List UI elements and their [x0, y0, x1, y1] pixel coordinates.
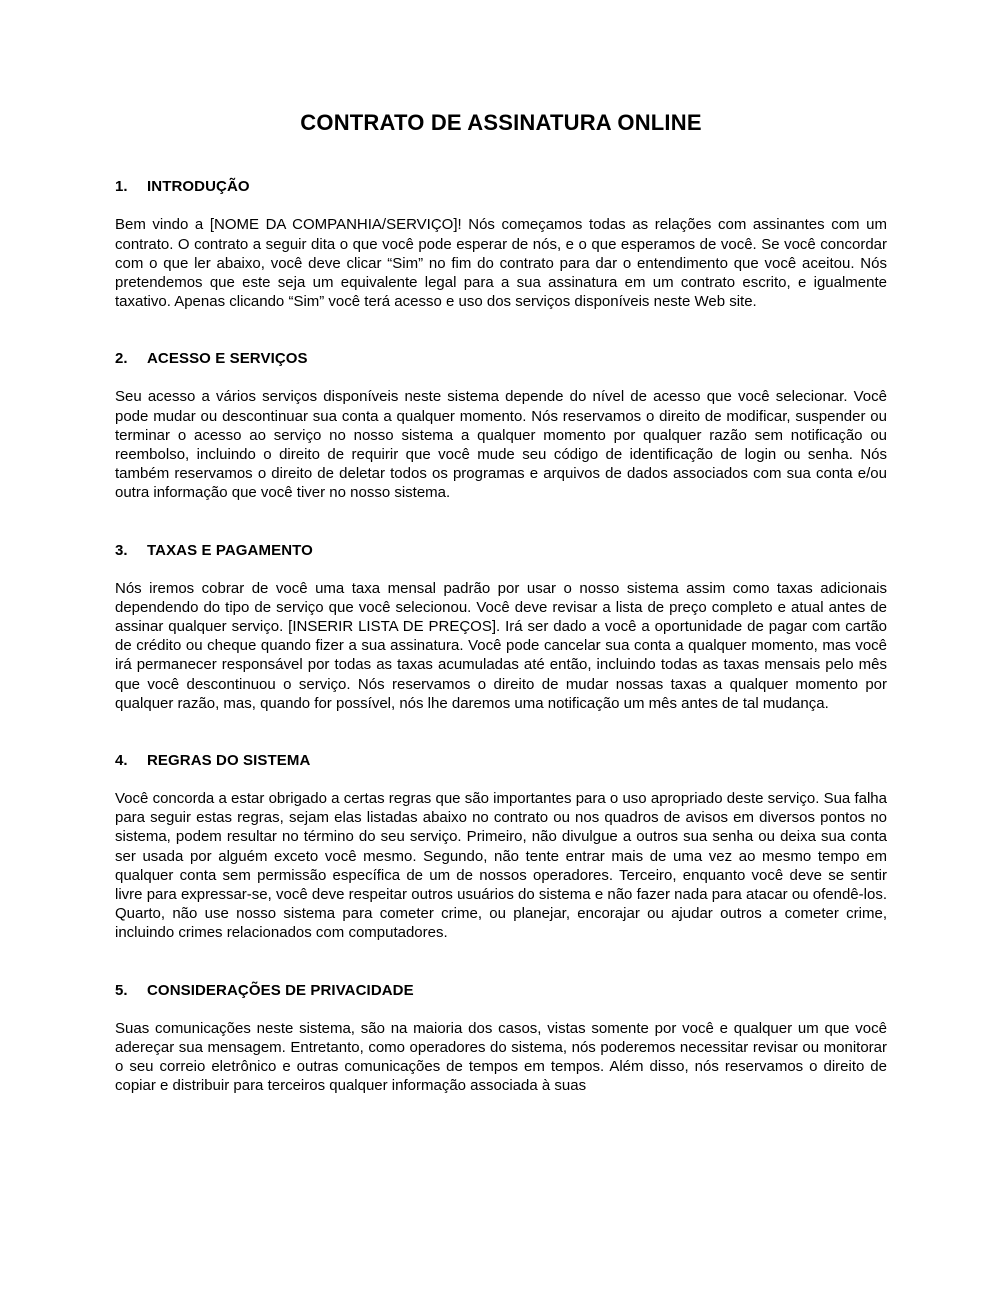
- section-number: 5.: [115, 981, 128, 999]
- section-number: 1.: [115, 178, 128, 196]
- spacer: [115, 368, 887, 387]
- section-number: 3.: [115, 541, 128, 559]
- section-taxas-e-pagamento: [115, 541, 887, 713]
- section-acesso-e-servicos: [115, 349, 887, 502]
- section-heading: [115, 541, 887, 560]
- spacer: [115, 311, 887, 349]
- section-title: INTRODUÇÃO: [147, 178, 250, 196]
- section-body: Seu acesso a vários serviços disponíveis neste sistema depende do nível de acesso que você selecionar. Você pode mudar ou descontinuar sua conta a qualquer momento. Nós reservamos o direito de modificar, suspender ou terminar o acesso ao serviço no nosso sistema a qualquer momento por qualquer razão sem notificação ou reembolso, incluindo o direito de requirir que você mude seu código de identificação de login ou senha. Nós também reservamos o direito de deletar todos os programas e arquivos de dados associados com sua conta e/ou outra informação que você tiver no nosso sistema.: [115, 388, 887, 502]
- spacer: [115, 503, 887, 541]
- spacer: [115, 943, 887, 981]
- section-consideracoes-de-privacidade: [115, 981, 887, 1096]
- section-heading: [115, 981, 887, 1000]
- section-title: ACESSO E SERVIÇOS: [147, 350, 308, 368]
- section-title: REGRAS DO SISTEMA: [147, 751, 311, 769]
- spacer: [115, 560, 887, 579]
- spacer: [115, 713, 887, 751]
- section-title: CONSIDERAÇÕES DE PRIVACIDADE: [147, 981, 414, 999]
- section-number: 2.: [115, 350, 128, 368]
- spacer: [115, 770, 887, 789]
- page-title: CONTRATO DE ASSINATURA ONLINE: [300, 110, 702, 135]
- section-body: Suas comunicações neste sistema, são na maioria dos casos, vistas somente por você e qualquer um que você adereçar sua mensagem. Entretanto, como operadores do sistema, nós poderemos necessitar revisar ou monitorar o seu correio eletrônico e outras comunicações de tempos em tempos. Além disso, nós reservamos o direito de copiar e distribuir para terceiros qualquer informação associada à suas: [115, 1019, 887, 1095]
- section-regras-do-sistema: [115, 751, 887, 943]
- section-number: 4.: [115, 751, 128, 769]
- section-body: Você concorda a estar obrigado a certas regras que são importantes para o uso apropriado deste serviço. Sua falha para seguir estas regras, sejam elas listadas abaixo no contrato ou nos quadros de avisos em diversos pontos no sistema, podem resultar no término do seu serviço. Primeiro, não divulgue a outros sua senha ou deixa sua conta ser usada por alguém exceto você mesmo. Segundo, não tente entrar mais de uma vez ao mesmo tempo em qualquer conta sem permissão específica de um de nossos operadores. Terceiro, enquanto você deve se sentir livre para expressar-se, você deve respeitar outros usuários do sistema e não fazer nada para atacar ou ofendê-los. Quarto, não use nosso sistema para cometer crime, ou planejar, encorajar ou ajudar outros a cometer crime, incluindo crimes relacionados com computadores.: [115, 789, 887, 942]
- section-introducao: [115, 177, 887, 311]
- document-content: [115, 0, 887, 1095]
- spacer: [115, 1000, 887, 1019]
- section-heading: [115, 177, 887, 196]
- section-heading: [115, 751, 887, 770]
- section-title: TAXAS E PAGAMENTO: [147, 541, 313, 559]
- section-body: Bem vindo a [NOME DA COMPANHIA/SERVIÇO]! Nós começamos todas as relações com assinantes com um contrato. O contrato a seguir dita o que você pode esperar de nós, e o que esperamos de você. Se você concordar com o que ler abaixo, você deve clicar “Sim” no fim do contrato para dar o entendimento que você aceitou. Nós pretendemos que este seja um equivalente legal para a sua assinatura em um contrato escrito, e igualmente taxativo. Apenas clicando “Sim” você terá acesso e uso dos serviços disponíveis neste Web site.: [115, 216, 887, 311]
- section-heading: [115, 349, 887, 368]
- spacer: [115, 135, 887, 177]
- section-body: Nós iremos cobrar de você uma taxa mensal padrão por usar o nosso sistema assim como taxas adicionais dependendo do tipo de serviço que você selecionou. Você deve revisar a lista de preço completo e atual antes de assinar qualquer serviço. [INSERIR LISTA DE PREÇOS]. Irá ser dado a você a oportunidade de pagar com cartão de crédito ou cheque quando fizer a sua assinatura. Você pode cancelar sua conta a qualquer momento, mas você irá permanecer responsável por todas as taxas acumuladas até então, incluindo todas as taxas mensais pelo mês que você descontinuou o serviço. Nós reservamos o direito de mudar nossas taxas a qualquer momento por qualquer razão, mas, quando for possível, nós lhe daremos uma notificação um mês antes de tal mudança.: [115, 579, 887, 712]
- spacer: [115, 196, 887, 215]
